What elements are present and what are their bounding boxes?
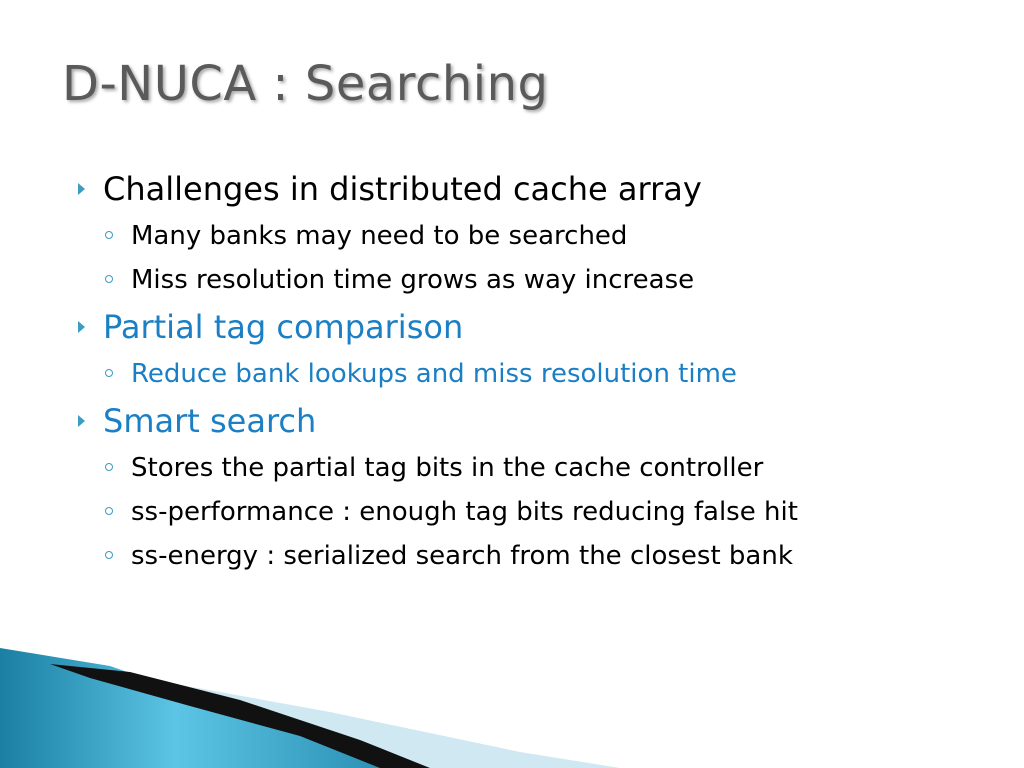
sub-bullet-text: Miss resolution time grows as way increase: [131, 265, 695, 295]
slide-title: D-NUCA : Searching: [62, 56, 549, 112]
sub-bullet-text: ss-energy : serialized search from the closest bank: [131, 541, 793, 571]
sub-bullet-text: Reduce bank lookups and miss resolution time: [131, 359, 737, 389]
sub-bullet-text: ss-performance : enough tag bits reducing false hit: [131, 497, 798, 527]
bullet-text: Smart search: [103, 402, 317, 440]
bullet-text: Challenges in distributed cache array: [103, 170, 702, 208]
sub-bullet-text: Many banks may need to be searched: [131, 221, 628, 251]
sub-bullet-text: Stores the partial tag bits in the cache controller: [131, 453, 764, 483]
bullet-text: Partial tag comparison: [103, 308, 464, 346]
